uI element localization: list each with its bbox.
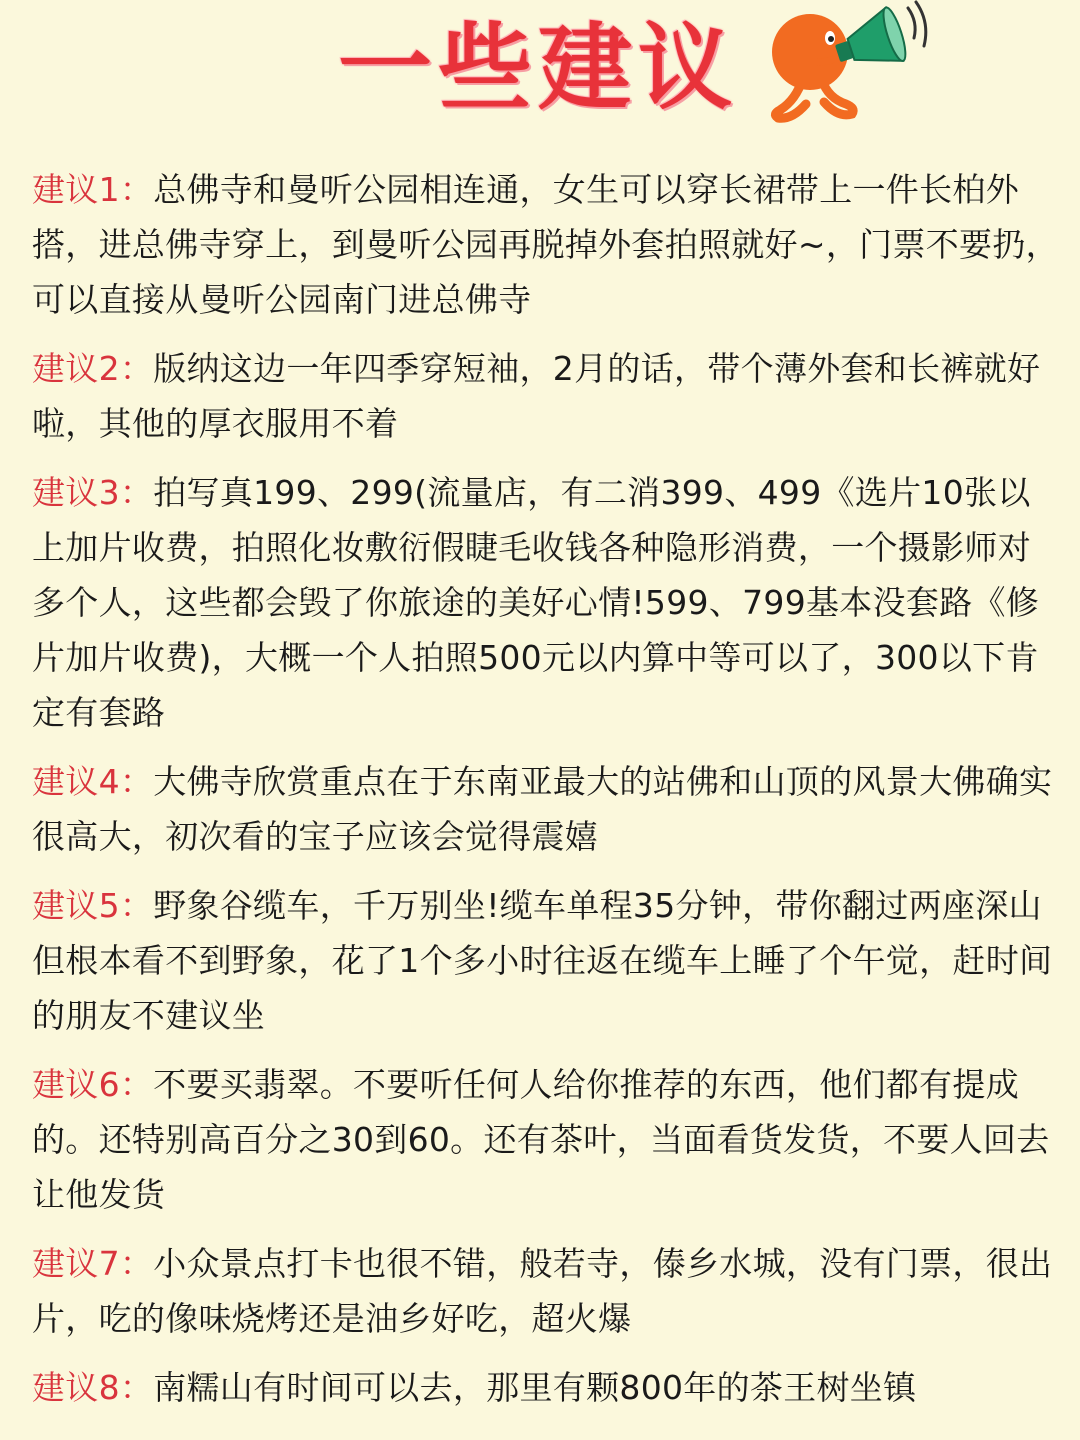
page-title: 一些建议 [338, 14, 739, 123]
suggestion-text: 版纳这边一年四季穿短袖，2月的话，带个薄外套和长裤就好啦，其他的厚衣服用不着 [32, 349, 1041, 443]
header [0, 0, 1080, 150]
suggestion-text: 总佛寺和曼听公园相连通，女生可以穿长裙带上一件长柏外搭，进总佛寺穿上，到曼听公园再脱掉外套拍照就好~，门票不要扔，可以直接从曼听公园南门进总佛寺 [32, 170, 1059, 319]
suggestion-text: 大佛寺欣赏重点在于东南亚最大的站佛和山顶的风景大佛确实很高大，初次看的宝子应该会觉得震嬉 [32, 762, 1053, 856]
suggestion-item [32, 1057, 1062, 1222]
suggestion-label: 建议6： [32, 1065, 154, 1104]
suggestion-label: 建议7： [32, 1244, 154, 1283]
suggestion-text: 拍写真199、299(流量店，有二消399、499《选片10张以上加片收费，拍照化妆敷衍假睫毛收钱各种隐形消费，一个摄影师对多个人，这些都会毁了你旅途的美好心情!599、799基本没套路《修片加片收费)，大概一个人拍照500元以内算中等可以了，300以下肯定有套路 [32, 473, 1040, 732]
megaphone-mascot-icon [758, 0, 928, 130]
suggestion-item [32, 1236, 1062, 1346]
suggestion-label: 建议8： [32, 1368, 154, 1407]
suggestion-label: 建议5： [32, 886, 154, 925]
suggestion-item [32, 878, 1062, 1043]
suggestion-item [32, 162, 1062, 327]
suggestion-item [32, 341, 1062, 451]
suggestion-item [32, 1360, 1062, 1415]
suggestion-text: 不要买翡翠。不要听任何人给你推荐的东西，他们都有提成的。还特别高百分之30到60。还有茶叶，当面看货发货，不要人回去让他发货 [32, 1065, 1050, 1214]
suggestion-item [32, 465, 1062, 740]
suggestion-label: 建议4： [32, 762, 154, 801]
suggestion-list [32, 162, 1062, 1429]
suggestion-label: 建议2： [32, 349, 154, 388]
suggestion-label: 建议1： [32, 170, 154, 209]
suggestion-text: 野象谷缆车，千万别坐!缆车单程35分钟，带你翻过两座深山但根本看不到野象，花了1个多小时往返在缆车上睡了个午觉，赶时间的朋友不建议坐 [32, 886, 1053, 1035]
suggestion-label: 建议3： [32, 473, 154, 512]
suggestion-item [32, 754, 1062, 864]
suggestion-text: 南糯山有时间可以去，那里有颗800年的茶王树坐镇 [153, 1368, 917, 1407]
suggestion-text: 小众景点打卡也很不错，般若寺，傣乡水城，没有门票，很出片，吃的像味烧烤还是油乡好吃，超火爆 [32, 1244, 1053, 1338]
